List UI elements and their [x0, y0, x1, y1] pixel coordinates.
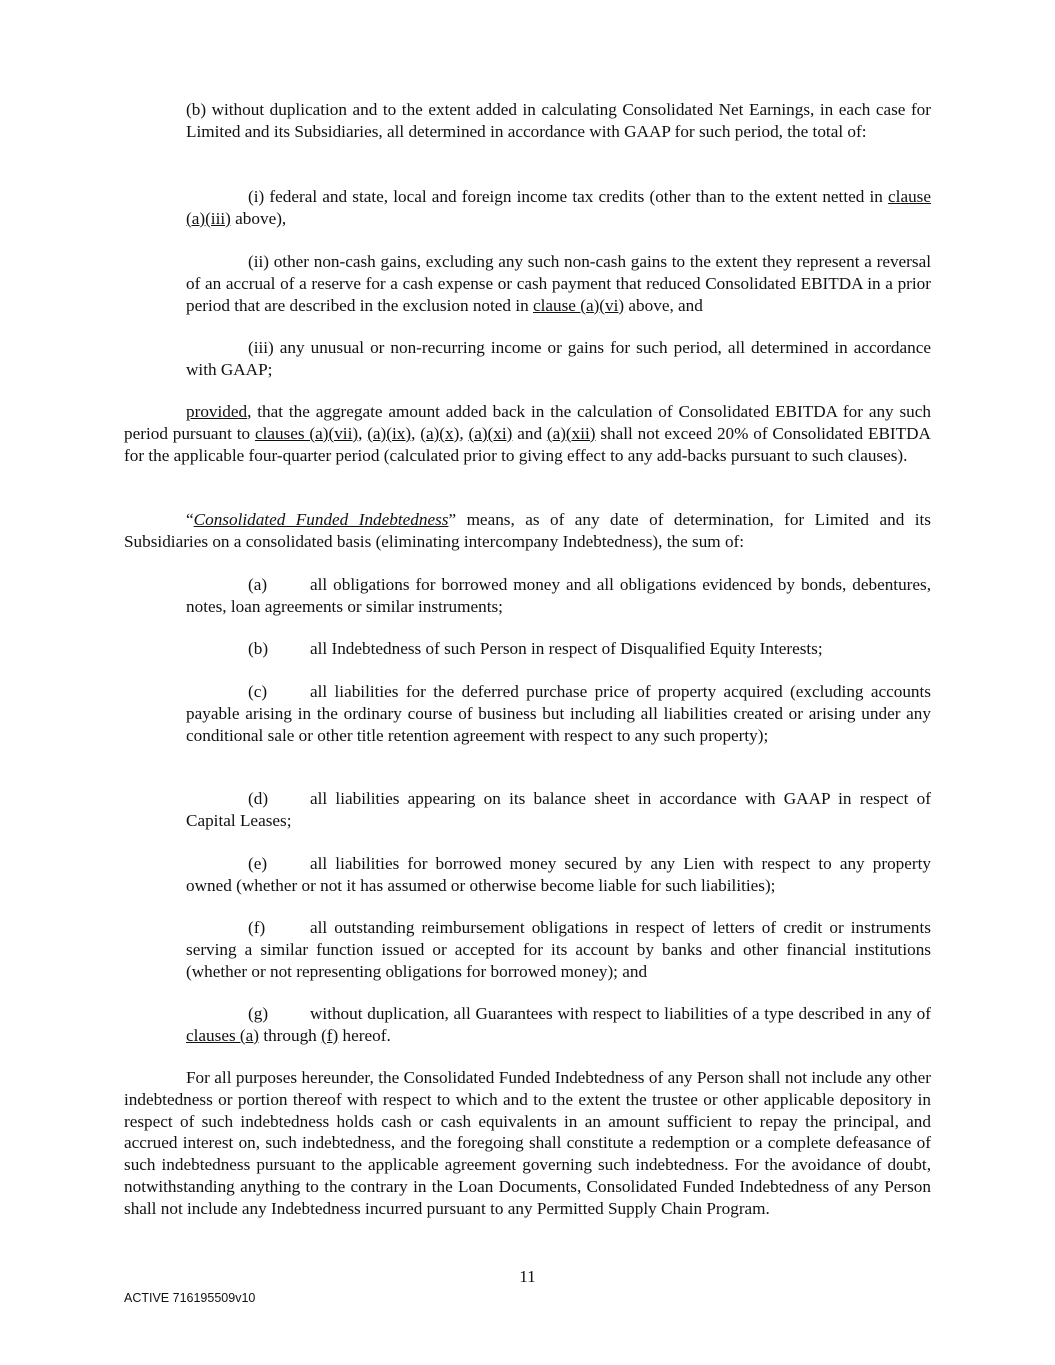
cross-reference: (a)(xii): [546, 423, 596, 443]
list-item-label: (b): [248, 639, 269, 658]
document-footer-id: ACTIVE 716195509v10: [124, 1291, 256, 1305]
provided-term: provided: [186, 402, 248, 421]
cross-reference: clauses (a)(vii): [254, 423, 359, 443]
definition-consolidated-funded-indebtedness: “Consolidated Funded Indebtedness” means, as of any date of determination, for Limited and its Subsidiaries on a consolidated basis (eliminating intercompany Indebtedness), the sum of:: [124, 510, 931, 551]
list-item-a: (a) all obligations for borrowed money and all obligations evidenced by bonds, debentures, notes, loan agreements or similar instruments;: [186, 575, 931, 616]
paragraph-proviso: provided, that the aggregate amount added back in the calculation of Consolidated EBITDA for any such period pursuant to clauses (a)(vii), (a)(ix), (a)(x), (a)(xi) and (a)(xii) shall not exceed 20% of Consolidated EBITDA for the applicable four-quarter period (calculated prior to giving effect to any add-backs pursuant to such clauses).: [124, 402, 931, 465]
paragraph-b-i: (i) federal and state, local and foreign income tax credits (other than to the extent netted in clause (a)(iii) above),: [186, 187, 931, 228]
cross-reference: clauses (a): [186, 1025, 260, 1045]
cross-reference: (f): [321, 1025, 339, 1045]
list-item-label: (d): [248, 789, 269, 808]
paragraph-final: For all purposes hereunder, the Consolidated Funded Indebtedness of any Person shall not include any other indebtedness or portion thereof with respect to which and to the extent the trustee or other applicable depository in respect of such indebtedness holds cash or cash equivalents in an amount sufficient to repay the principal, and accrued interest on, such indebtedness, and the foregoing shall constitute a redemption or a complete defeasance of such indebtedness pursuant to the applicable agreement governing such indebtedness. For the avoidance of doubt, notwithstanding anything to the contrary in the Loan Documents, Consolidated Funded Indebtedness of any Person shall not include any Indebtedness incurred pursuant to any Permitted Supply Chain Program.: [124, 1068, 931, 1218]
page-number: 11: [519, 1267, 536, 1286]
paragraph-b-iii: (iii) any unusual or non-recurring income or gains for such period, all determined in accordance with GAAP;: [186, 338, 931, 379]
list-item-e: (e) all liabilities for borrowed money secured by any Lien with respect to any property owned (whether or not it has assumed or otherwise become liable for such liabilities);: [186, 854, 931, 895]
list-item-label: (c): [248, 682, 268, 701]
list-item-b: (b) all Indebtedness of such Person in respect of Disqualified Equity Interests;: [248, 639, 823, 658]
cross-reference: (a)(ix): [367, 423, 412, 443]
list-item-g: (g) without duplication, all Guarantees with respect to liabilities of a type described in any of clauses (a) through (f) hereof.: [186, 1004, 931, 1045]
cross-reference: (a)(xi): [468, 423, 513, 443]
list-item-f: (f) all outstanding reimbursement obligations in respect of letters of credit or instruments serving a similar function issued or accepted for its account by banks and other financial institutions (whether or not representing obligations for borrowed money); and: [186, 918, 931, 981]
list-item-label: (e): [248, 854, 268, 873]
list-item-label: (f): [248, 918, 266, 937]
list-item-c: (c) all liabilities for the deferred purchase price of property acquired (excluding accounts payable arising in the ordinary course of business but including all liabilities created or arising under any conditional sale or other title retention agreement with respect to any such property);: [186, 682, 931, 745]
paragraph-b-ii: (ii) other non-cash gains, excluding any such non-cash gains to the extent they represent a reversal of an accrual of a reserve for a cash expense or cash payment that reduced Consolidated EBITDA in a prior period that are described in the exclusion noted in clause (a)(vi) above, and: [186, 252, 931, 315]
defined-term: Consolidated Funded Indebtedness: [193, 510, 449, 529]
cross-reference: clause (a)(vi): [532, 295, 625, 315]
list-item-label: (a): [248, 575, 268, 594]
paragraph-b-intro: (b) without duplication and to the extent added in calculating Consolidated Net Earnings, in each case for Limited and its Subsidiaries, all determined in accordance with GAAP for such period, the total of:: [186, 100, 931, 141]
list-item-label: (g): [248, 1004, 269, 1023]
list-item-d: (d) all liabilities appearing on its balance sheet in accordance with GAAP in respect of Capital Leases;: [186, 789, 931, 830]
cross-reference: (a)(x): [420, 423, 460, 443]
cross-reference: clause (a)(iii): [186, 187, 931, 228]
